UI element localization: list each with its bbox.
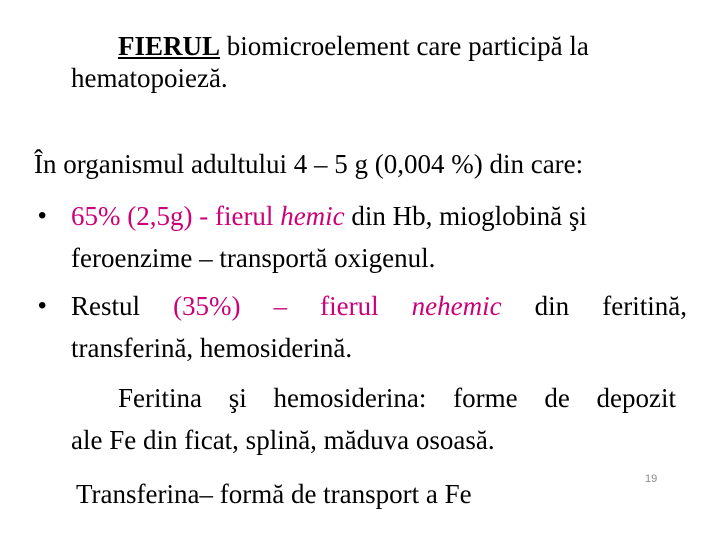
bullet-1-hemic: hemic [280,201,345,231]
bullet-2-word-feritina: feritină, [602,291,687,321]
intro-line-2: hematopoieză. [71,63,228,93]
feritina-word: de [544,383,570,413]
bullet-marker-1: • [38,202,47,229]
transferina-line: Transferina– formă de transport a Fe [76,479,472,509]
bullet-2-nehemic: nehemic [411,291,502,321]
bullet-1-rest: din Hb, mioglobină şi [344,201,587,231]
bullet-1-line-2: feroenzime – transportă oxigenul. [71,243,436,273]
feritina-line-2: ale Fe din ficat, splină, măduva osoasă. [71,425,495,455]
bullet-2-word-fierul: fierul [320,291,379,321]
bullet-2-dash: – [273,291,288,321]
feritina-word: hemosiderina: [273,383,427,413]
bullet-2-word: Restul [71,291,141,321]
intro-rest: biomicroelement care participă la [220,31,589,61]
organism-line: În organismul adultului 4 – 5 g (0,004 %) din care: [34,149,584,179]
feritina-word: forme [453,383,518,413]
intro-line-1 [118,30,589,62]
bullet-2-line-1 [71,290,687,322]
feritina-line-1 [118,382,676,414]
bullet-1-line-1 [71,200,587,232]
bullet-2-word-din: din [534,291,570,321]
bullet-2-line-2: transferină, hemosiderină. [71,333,353,363]
bullet-2-percent: (35%) [173,291,241,321]
feritina-word: Feritina [118,383,202,413]
slide-number: 19 [645,473,658,485]
bullet-marker-2: • [38,292,47,319]
intro-term: FIERUL [118,31,221,61]
feritina-word: şi [228,383,247,413]
feritina-word: depozit [596,383,676,413]
bullet-1-percent: 65% (2,5g) - fierul [71,201,281,231]
